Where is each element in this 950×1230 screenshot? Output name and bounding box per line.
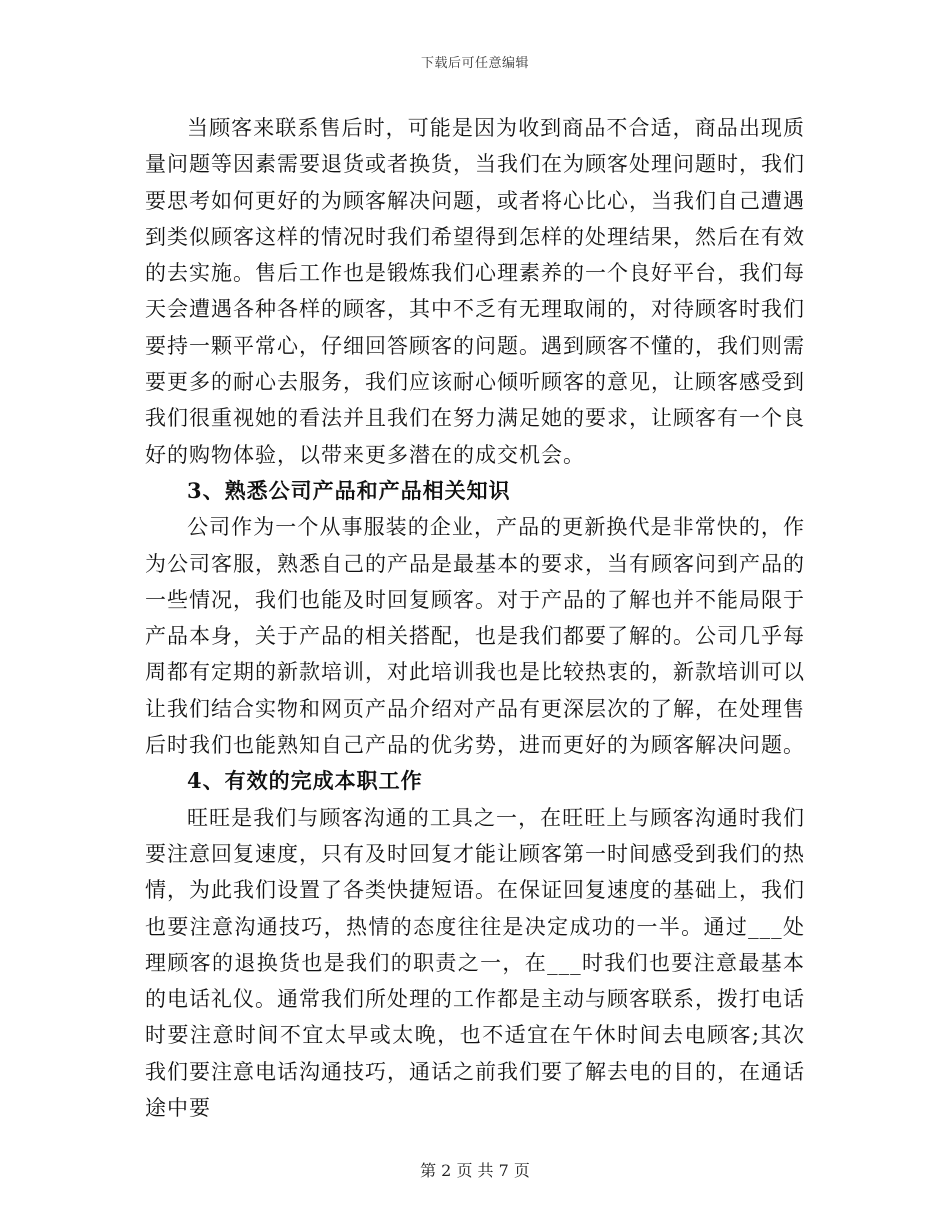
paragraph-product-knowledge: 公司作为一个从事服装的企业，产品的更新换代是非常快的，作为公司客服，熟悉自己的产品是最基本的要求，当有顾客问到产品的一些情况，我们也能及时回复顾客。对于产品的了解也并不能局限于产品本身，关于产品的相关搭配，也是我们都要了解的。公司几乎每周都有定期的新款培训，对此培训我也是比较热衷的，新款培训可以让我们结合实物和网页产品介绍对产品有更深层次的了解，在处理售后时我们也能熟知自己产品的优劣势，进而更好的为顾客解决问题。 [145,515,805,758]
page-header: 下载后可任意编辑 [420,56,529,71]
page-number-footer: 第 2 页 共 7 页 [420,1161,530,1180]
section-heading-4: 4、有效的完成本职工作 [187,768,423,794]
paragraph-job-duties: 旺旺是我们与顾客沟通的工具之一，在旺旺上与顾客沟通时我们要注意回复速度，只有及时回复才能让顾客第一时间感受到我们的热情，为此我们设置了各类快捷短语。在保证回复速度的基础上，我们也要注意沟通技巧，热情的态度往往是决定成功的一半。通过___处理顾客的退换货也是我们的职责之一，在___时我们也要注意最基本的电话礼仪。通常我们所处理的工作都是主动与顾客联系，拨打电话时要注意时间不宜太早或太晚，也不适宜在午休时间去电顾客;其次我们要注意电话沟通技巧，通话之前我们要了解去电的目的，在通话途中要 [145,805,805,1121]
section-heading-3: 3、熟悉公司产品和产品相关知识 [187,477,511,503]
paragraph-after-sales: 当顾客来联系售后时，可能是因为收到商品不合适，商品出现质量问题等因素需要退货或者换货，当我们在为顾客处理问题时，我们要思考如何更好的为顾客解决问题，或者将心比心，当我们自己遭遇到类似顾客这样的情况时我们希望得到怎样的处理结果，然后在有效的去实施。售后工作也是锻炼我们心理素养的一个良好平台，我们每天会遭遇各种各样的顾客，其中不乏有无理取闹的，对待顾客时我们要持一颗平常心，仔细回答顾客的问题。遇到顾客不懂的，我们则需要更多的耐心去服务，我们应该耐心倾听顾客的意见，让顾客感受到我们很重视她的看法并且我们在努力满足她的要求，让顾客有一个良好的购物体验，以带来更多潜在的成交机会。 [145,116,805,467]
document-body [145,110,805,1126]
